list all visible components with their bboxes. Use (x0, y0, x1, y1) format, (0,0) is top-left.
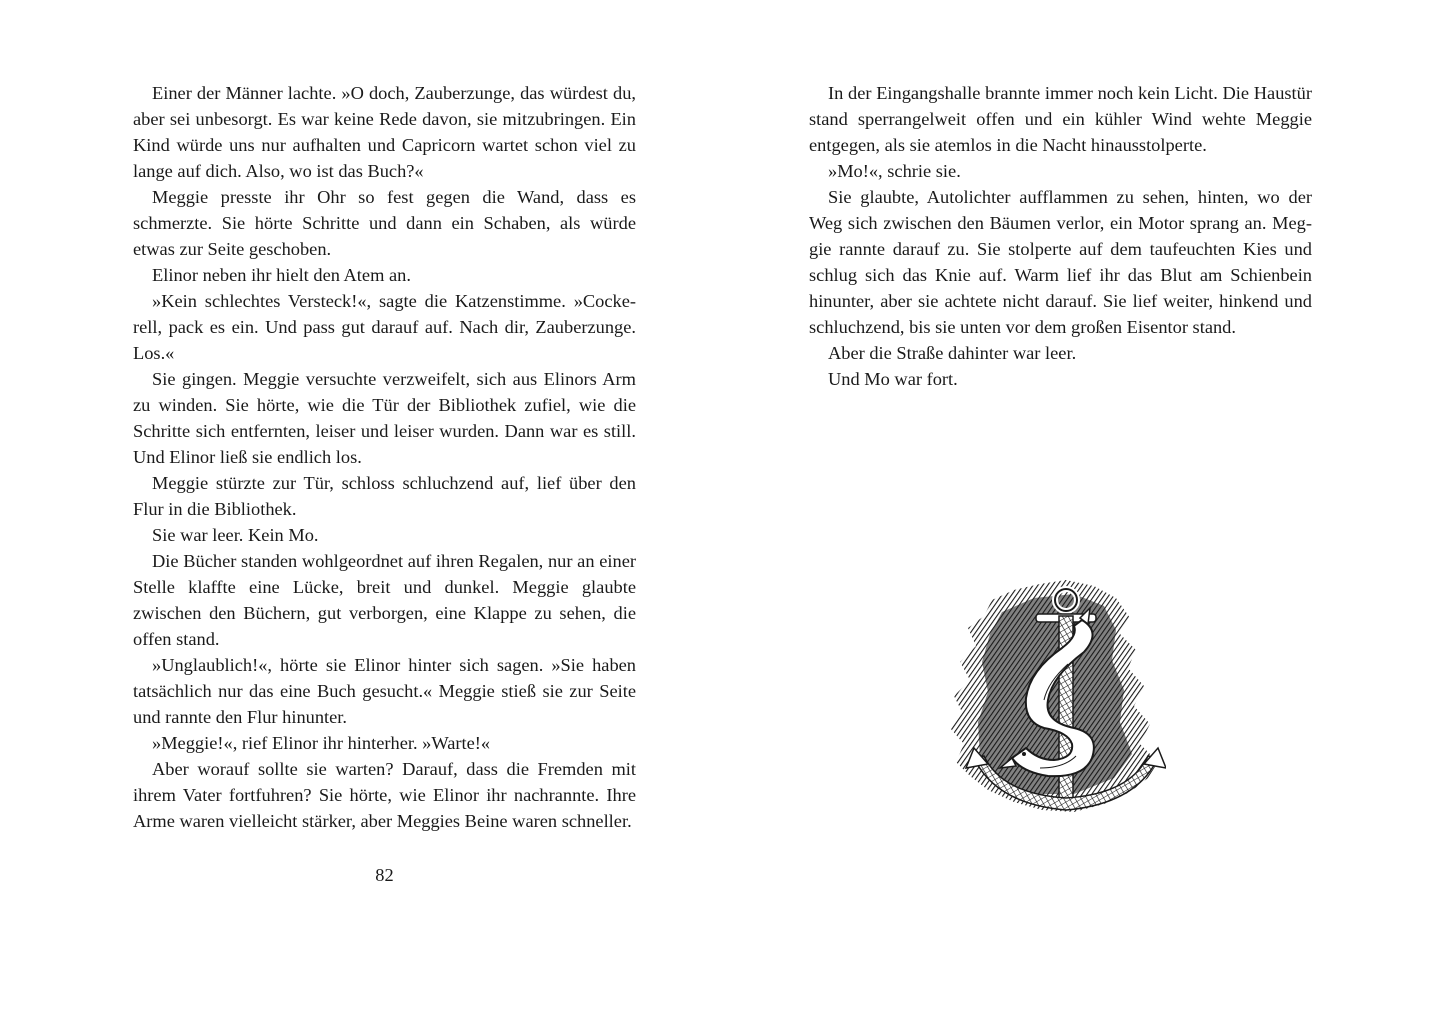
paragraph: Sie war leer. Kein Mo. (152, 525, 319, 545)
paragraph: Sie glaubte, Autolichter aufflammen zu sehen, hinten, wo der Weg sich zwischen den Bäumen verlor, ein Motor sprang an. Meggie rannte darauf zu. Sie stolperte auf dem taufeuchten Kies und schlug sich das Knie auf. Warm lief ihr das Blut am Schienbein hinunter, aber sie achtete nicht darauf. Sie lief weiter, hinkend und schluchzend, bis sie unten vor dem großen Eisentor stand. (809, 187, 1312, 337)
paragraph: Aber worauf sollte sie warten? Darauf, dass die Fremden mit ihrem Vater fortfuhren? Sie hörte, wie Elinor ihr nachrannte. Ihre Arme waren vielleicht stärker, aber Meggies Beine waren schneller. (133, 759, 636, 831)
paragraph: »Unglaublich!«, hörte sie Elinor hinter sich sagen. »Sie haben tatsächlich nur das eine Buch gesucht.« Meggie stieß sie zur Seite und rannte den Flur hinunter. (133, 655, 636, 727)
right-page-text (809, 80, 1312, 392)
left-page-text (133, 80, 636, 834)
paragraph: »Kein schlechtes Versteck!«, sagte die Katzenstimme. »Cockerell, pack es ein. Und pass gut darauf auf. Nach dir, Zauberzunge. Los.« (133, 291, 636, 363)
paragraph: Meggie presste ihr Ohr so fest gegen die Wand, dass es schmerzte. Sie hörte Schritte und dann ein Schaben, als würde etwas zur Seite geschoben. (133, 187, 636, 259)
paragraph: »Meggie!«, rief Elinor ihr hinterher. »Warte!« (152, 733, 491, 753)
paragraph: Die Bücher standen wohlgeordnet auf ihren Regalen, nur an einer Stelle klaffte eine Lücke, breit und dunkel. Meggie glaubte zwischen den Büchern, gut verborgen, eine Klappe zu sehen, die offen stand. (133, 551, 636, 649)
paragraph: Elinor neben ihr hielt den Atem an. (152, 265, 411, 285)
paragraph: Meggie stürzte zur Tür, schloss schluchzend auf, lief über den Flur in die Bibliothek. (133, 473, 636, 519)
paragraph: Sie gingen. Meggie versuchte verzweifelt, sich aus Elinors Arm zu winden. Sie hörte, wie die Tür der Bibliothek zufiel, wie die Schritte sich entfernten, leiser und leiser wurden. Dann war es still. Und Elinor ließ sie endlich los. (133, 369, 636, 467)
paragraph: Aber die Straße dahinter war leer. (828, 343, 1077, 363)
page-number: 82 (375, 865, 394, 885)
paragraph: Einer der Männer lachte. »O doch, Zauberzunge, das würdest du, aber sei unbesorgt. Es war keine Rede davon, sie mitzubringen. Ein Kind würde uns nur aufhalten und Capricorn wartet schon viel zu lange auf dich. Also, wo ist das Buch?« (133, 83, 636, 181)
paragraph: Und Mo war fort. (828, 369, 958, 389)
anchor-with-fish-icon (944, 572, 1166, 834)
paragraph: »Mo!«, schrie sie. (828, 161, 961, 181)
paragraph: In der Eingangshalle brannte immer noch kein Licht. Die Haustür stand sperrangelweit offen und ein kühler Wind wehte Meggie entgegen, als sie atemlos in die Nacht hinausstolperte. (809, 83, 1312, 155)
